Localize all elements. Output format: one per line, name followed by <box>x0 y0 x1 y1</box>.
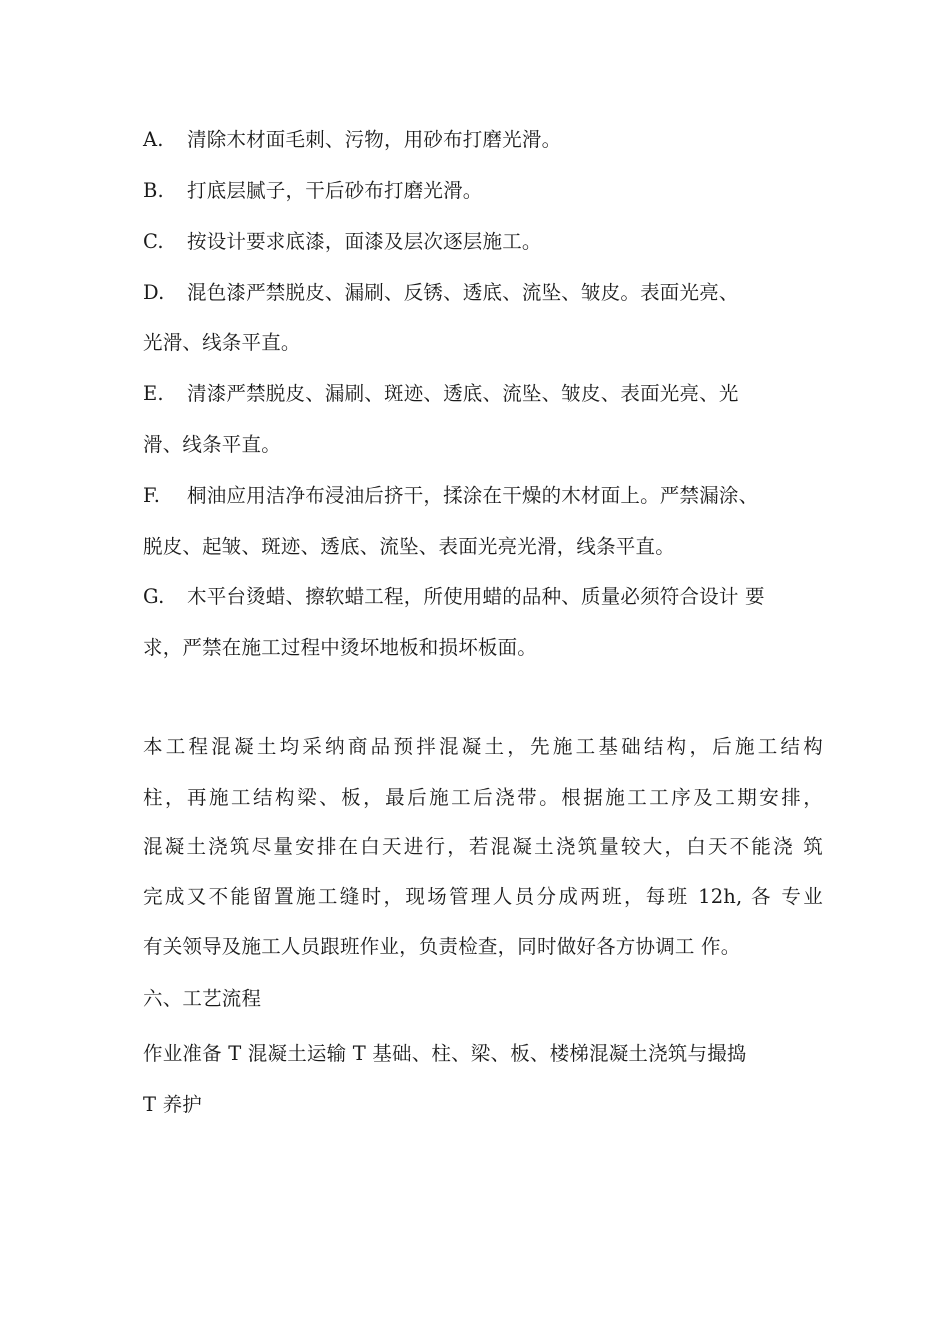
process-flow-line: 作业准备 T 混凝土运输 T 基础、柱、梁、板、楼梯混凝土浇筑与撮捣 <box>143 1042 747 1065</box>
list-item-e <box>143 381 823 407</box>
list-item-text: 清漆严禁脱皮、漏刷、斑迹、透底、流坠、皱皮、表面光亮、光 <box>187 382 739 405</box>
list-item-text: 清除木材面毛刺、污物，用砂布打磨光滑。 <box>187 128 562 151</box>
body-paragraph-line: 混凝土浇筑尽量安排在白天进行，若混凝土浇筑量较大，白天不能浇 筑 <box>143 835 823 858</box>
list-marker: G. <box>143 585 165 608</box>
list-marker: C. <box>143 230 164 253</box>
list-item-g-continuation: 求，严禁在施工过程中烫坏地板和损坏板面。 <box>143 636 538 659</box>
body-paragraph-line: 有关领导及施工人员跟班作业，负责检查，同时做好各方协调工 作。 <box>143 935 741 958</box>
list-item-d <box>143 280 823 306</box>
list-item-text: 按设计要求底漆，面漆及层次逐层施工。 <box>187 230 542 253</box>
list-marker: E. <box>143 382 164 405</box>
list-item-e-continuation: 滑、线条平直。 <box>143 433 281 456</box>
list-marker: F. <box>143 484 161 507</box>
body-paragraph-line: 本工程混凝土均采纳商品预拌混凝土，先施工基础结构，后施工结构 <box>143 735 823 758</box>
section-heading: 六、工艺流程 <box>143 987 262 1010</box>
body-paragraph-line: 柱，再施工结构梁、板，最后施工后浇带。根据施工工序及工期安排， <box>143 786 823 809</box>
list-item-f-continuation: 脱皮、起皱、斑迹、透底、流坠、表面光亮光滑，线条平直。 <box>143 535 675 558</box>
list-marker: D. <box>143 281 165 304</box>
list-item-b <box>143 178 823 204</box>
process-flow-line: T 养护 <box>143 1093 203 1116</box>
list-marker: B. <box>143 179 164 202</box>
list-item-text: 混色漆严禁脱皮、漏刷、反锈、透底、流坠、皱皮。表面光亮、 <box>187 281 739 304</box>
list-item-c <box>143 229 823 255</box>
body-paragraph-line: 完成又不能留置施工缝时，现场管理人员分成两班，每班 12h, 各 专业 <box>143 885 823 908</box>
list-item-text: 桐油应用洁净布浸油后挤干，揉涂在干燥的木材面上。严禁漏涂、 <box>187 484 759 507</box>
list-item-g <box>143 584 823 610</box>
list-marker: A. <box>143 128 164 151</box>
list-item-text: 木平台烫蜡、擦软蜡工程，所使用蜡的品种、质量必须符合设计 要 <box>187 585 765 608</box>
list-item-d-continuation: 光滑、线条平直。 <box>143 331 301 354</box>
list-item-text: 打底层腻子，干后砂布打磨光滑。 <box>187 179 483 202</box>
list-item-f <box>143 483 823 509</box>
list-item-a <box>143 127 823 153</box>
